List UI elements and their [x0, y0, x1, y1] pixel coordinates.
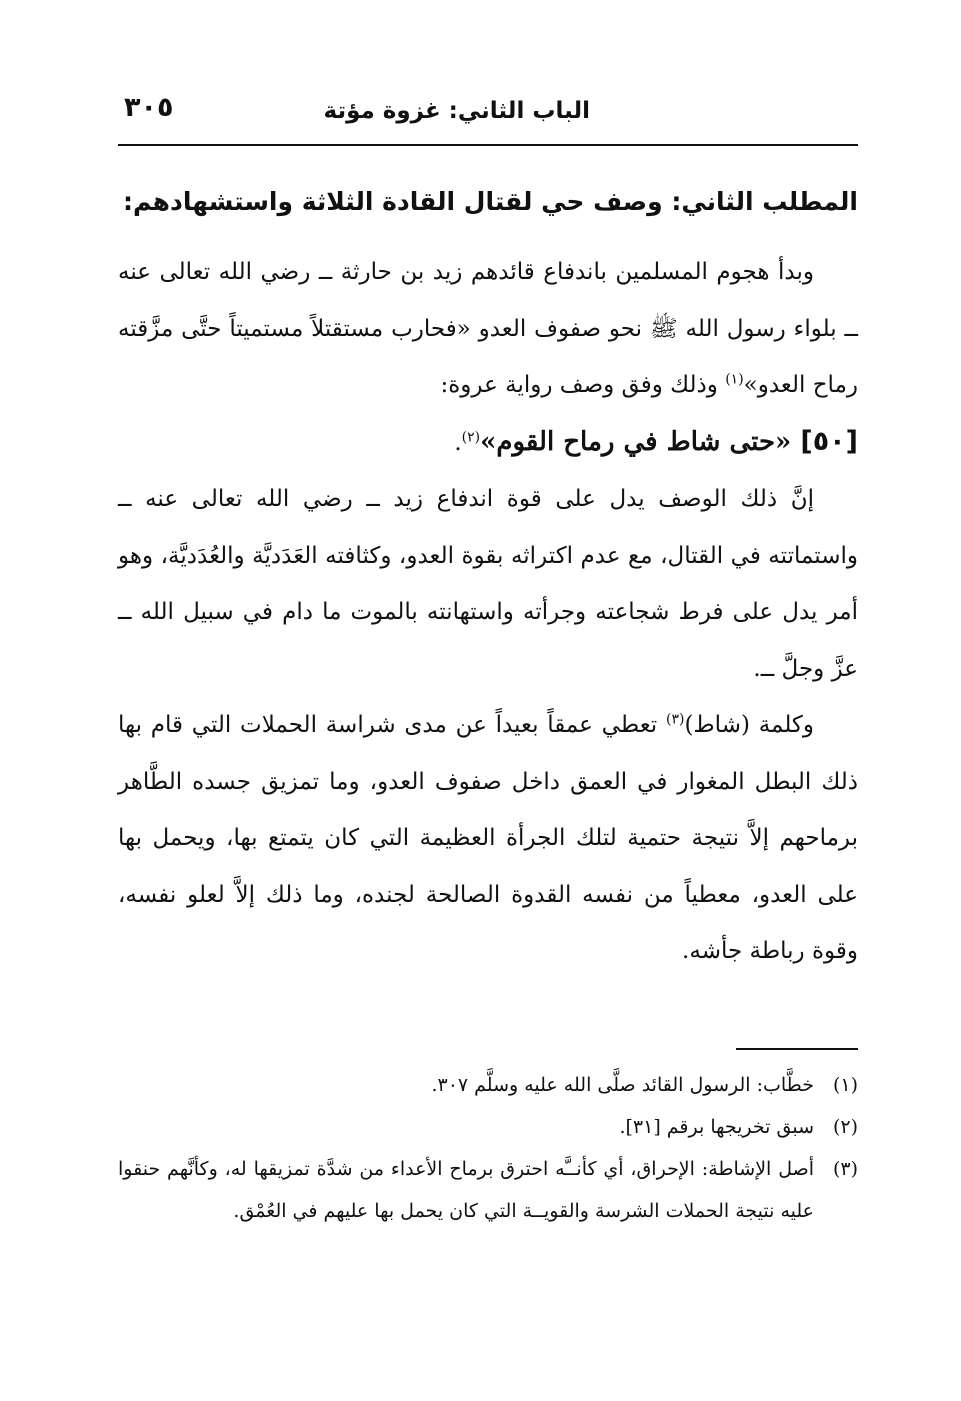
footnote-text: خطَّاب: الرسول القائد صلَّى الله عليه وسلَّم ٣٠٧.: [431, 1074, 814, 1096]
section-heading: المطلب الثاني: وصف حي لقتال القادة الثلاثة واستشهادهم:: [123, 187, 858, 216]
main-text: [118, 244, 858, 980]
footnote-text: أصل الإشاطة: الإحراق، أي كأنــَّه احترق برماح الأعداء من شدَّة تمزيقها له، وكأنَّهم حنقوا عليه نتيجة الحملات الشرسة والقويــة التي كان يحمل بها عليهم في العُمْق.: [118, 1158, 814, 1222]
footnote-number: (٣): [832, 1158, 858, 1180]
footnote-ref-3: (٣): [665, 711, 685, 728]
footnotes: [118, 1064, 858, 1232]
paragraph-2: إنَّ ذلك الوصف يدل على قوة اندفاع زيد ــ رضي الله تعالى عنه ــ واستماتته في القتال، مع عدم اكتراثه بقوة العدو، وكثافته العَدَديَّة والعُدَديَّة، وهو أمر يدل على فرط شجاعته وجرأته واستهانته بالموت ما دام في سبيل الله ــ عزَّ وجلَّ ــ.: [118, 486, 858, 682]
book-page: [118, 0, 858, 1401]
footnote-divider: [736, 1048, 858, 1050]
paragraph-3: [118, 697, 858, 980]
running-header: [118, 92, 858, 134]
paragraph-1-text: وبدأ هجوم المسلمين باندفاع قائدهم زيد بن حارثة ــ رضي الله تعالى عنه ــ بلواء رسول الله ﷺ نحو صفوف العدو «فحارب مستقتلاً مستميتاً حتَّى مزَّقته رماح العدو»: [118, 259, 858, 398]
quoted-narration: [118, 414, 858, 472]
footnote-1: [118, 1064, 858, 1106]
chapter-title: الباب الثاني: غزوة مؤتة: [323, 98, 590, 124]
narration-text: «حتى شاط في رماح القوم»: [480, 426, 801, 457]
footnote-ref-2: (٢): [461, 428, 481, 445]
paragraph-3-start: وكلمة (شاط): [684, 712, 814, 738]
footnote-2: [118, 1106, 858, 1148]
footnote-number: (٢): [832, 1116, 858, 1138]
page-number: ٣٠٥: [124, 92, 174, 123]
paragraph-3-rest: تعطي عمقاً بعيداً عن مدى شراسة الحملات التي قام بها ذلك البطل المغوار في العمق داخل صفوف العدو، وما تمزيق جسده الطَّاهر برماحهم إلاَّ نتيجة حتمية لتلك الجرأة العظيمة التي كان يتمتع بها، ويحمل بها على العدو، معطياً من نفسه القدوة الصالحة لجنده، وما ذلك إلاَّ لعلو نفسه، وقوة رباطة جأشه.: [118, 712, 858, 964]
footnote-3: [118, 1148, 858, 1232]
footnote-number: (١): [832, 1074, 858, 1096]
narration-number: [٥٠]: [800, 425, 858, 457]
paragraph-1: [118, 244, 858, 414]
footnote-ref-1: (١): [725, 371, 744, 388]
header-divider: [118, 144, 858, 146]
paragraph-1-tail: وذلك وفق وصف رواية عروة:: [440, 372, 726, 398]
footnote-text: سبق تخريجها برقم [٣١].: [619, 1116, 814, 1138]
narration-end: .: [454, 429, 462, 456]
